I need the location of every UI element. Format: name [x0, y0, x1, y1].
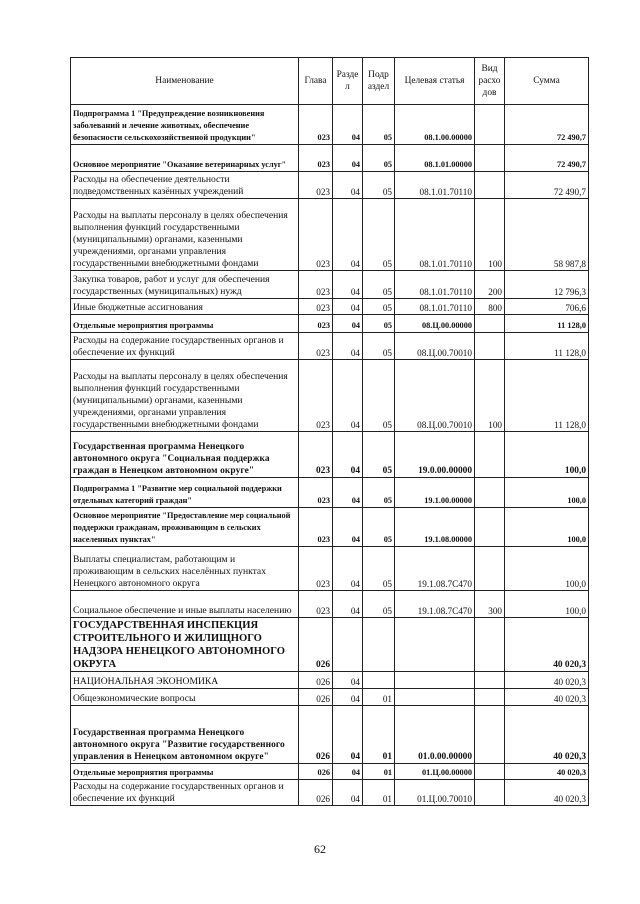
row-sum: 11 128,0 — [505, 333, 589, 360]
header-name: Наименование — [71, 58, 299, 105]
row-chapter: 023 — [299, 432, 333, 478]
table-row — [71, 432, 589, 478]
row-section: 04 — [333, 591, 363, 618]
row-name: Социальное обеспечение и иные выплаты населению — [71, 591, 299, 618]
row-chapter: 026 — [299, 706, 333, 764]
row-subsection: 05 — [363, 333, 395, 360]
row-subsection: 05 — [363, 315, 395, 333]
row-sum: 11 128,0 — [505, 315, 589, 333]
row-expense-type — [475, 547, 505, 591]
row-subsection: 05 — [363, 172, 395, 199]
table-row — [71, 764, 589, 780]
row-section: 04 — [333, 547, 363, 591]
row-subsection: 01 — [363, 780, 395, 806]
row-chapter: 026 — [299, 780, 333, 806]
row-name: Отдельные мероприятия программы — [71, 764, 299, 780]
table-row — [71, 199, 589, 271]
row-expense-type: 200 — [475, 271, 505, 299]
row-chapter: 023 — [299, 478, 333, 508]
row-section: 04 — [333, 172, 363, 199]
row-sum: 100,0 — [505, 591, 589, 618]
row-expense-type — [475, 432, 505, 478]
row-chapter: 023 — [299, 360, 333, 432]
header-section: Разде л — [333, 58, 363, 105]
row-target: 01.0.00.00000 — [395, 706, 475, 764]
row-section: 04 — [333, 764, 363, 780]
row-section: 04 — [333, 432, 363, 478]
row-name: Выплаты специалистам, работающим и проживающим в сельских населённых пунктах Ненецкого автономного округа — [71, 547, 299, 591]
row-subsection: 01 — [363, 689, 395, 706]
row-section: 04 — [333, 672, 363, 689]
row-chapter: 023 — [299, 299, 333, 315]
table-row — [71, 478, 589, 508]
row-target: 01.Ц.00.70010 — [395, 780, 475, 806]
row-name: Расходы на обеспечение деятельности подведомственных казённых учреждений — [71, 172, 299, 199]
row-name: Подпрограмма 1 "Предупреждение возникновения заболеваний и лечение животных, обеспечение безопасности сельскохозяйственной продукции" — [71, 105, 299, 145]
row-name: Расходы на выплаты персоналу в целях обеспечения выполнения функций государственными (муниципальными) органами, казенными учреждениями, органами управления государственными внебюджетными фондами — [71, 360, 299, 432]
row-section: 04 — [333, 689, 363, 706]
row-section: 04 — [333, 508, 363, 547]
row-expense-type — [475, 172, 505, 199]
row-expense-type — [475, 764, 505, 780]
row-section: 04 — [333, 315, 363, 333]
row-target: 08.Ц.00.70010 — [395, 333, 475, 360]
row-expense-type — [475, 618, 505, 672]
row-section: 04 — [333, 478, 363, 508]
row-chapter: 023 — [299, 508, 333, 547]
budget-table — [70, 57, 589, 806]
header-target: Целевая статья — [395, 58, 475, 105]
row-chapter: 023 — [299, 199, 333, 271]
row-sum: 72 490,7 — [505, 105, 589, 145]
table-row — [71, 315, 589, 333]
row-target: 08.Ц.00.00000 — [395, 315, 475, 333]
row-target: 19.1.08.7С470 — [395, 547, 475, 591]
row-name: Расходы на содержание государственных органов и обеспечение их функций — [71, 780, 299, 806]
table-row — [71, 508, 589, 547]
row-subsection — [363, 618, 395, 672]
row-chapter: 026 — [299, 618, 333, 672]
table-row — [71, 780, 589, 806]
row-sum: 100,0 — [505, 508, 589, 547]
row-target: 08.1.01.00000 — [395, 145, 475, 172]
row-name: ГОСУДАРСТВЕННАЯ ИНСПЕКЦИЯ СТРОИТЕЛЬНОГО И ЖИЛИЩНОГО НАДЗОРА НЕНЕЦКОГО АВТОНОМНОГО ОКРУГА — [71, 618, 299, 672]
row-sum: 12 796,3 — [505, 271, 589, 299]
row-section: 04 — [333, 199, 363, 271]
row-chapter: 023 — [299, 145, 333, 172]
header-subsection: Подр аздел — [363, 58, 395, 105]
row-section: 04 — [333, 360, 363, 432]
row-expense-type — [475, 145, 505, 172]
row-name: Расходы на содержание государственных органов и обеспечение их функций — [71, 333, 299, 360]
row-expense-type: 300 — [475, 591, 505, 618]
row-subsection: 05 — [363, 508, 395, 547]
row-chapter: 023 — [299, 591, 333, 618]
table-row — [71, 689, 589, 706]
row-sum: 40 020,3 — [505, 706, 589, 764]
row-expense-type — [475, 105, 505, 145]
header-expense-type: Вид расхо дов — [475, 58, 505, 105]
row-expense-type: 800 — [475, 299, 505, 315]
row-expense-type — [475, 508, 505, 547]
table-row — [71, 618, 589, 672]
row-target: 08.1.01.70110 — [395, 299, 475, 315]
row-name: НАЦИОНАЛЬНАЯ ЭКОНОМИКА — [71, 672, 299, 689]
row-expense-type: 100 — [475, 360, 505, 432]
row-chapter: 026 — [299, 689, 333, 706]
row-sum: 40 020,3 — [505, 689, 589, 706]
row-name: Отдельные мероприятия программы — [71, 315, 299, 333]
row-subsection: 01 — [363, 706, 395, 764]
row-section: 04 — [333, 333, 363, 360]
table-row — [71, 172, 589, 199]
row-expense-type — [475, 315, 505, 333]
row-subsection: 05 — [363, 591, 395, 618]
row-subsection: 05 — [363, 105, 395, 145]
row-sum: 40 020,3 — [505, 764, 589, 780]
row-section: 04 — [333, 271, 363, 299]
row-expense-type — [475, 689, 505, 706]
row-expense-type — [475, 780, 505, 806]
row-chapter: 026 — [299, 764, 333, 780]
table-row — [71, 672, 589, 689]
table-row — [71, 706, 589, 764]
row-chapter: 026 — [299, 672, 333, 689]
row-target: 19.1.00.00000 — [395, 478, 475, 508]
row-subsection: 01 — [363, 764, 395, 780]
row-expense-type — [475, 478, 505, 508]
table-row — [71, 591, 589, 618]
row-target: 08.1.00.00000 — [395, 105, 475, 145]
table-row — [71, 360, 589, 432]
row-sum: 40 020,3 — [505, 672, 589, 689]
row-name: Закупка товаров, работ и услуг для обеспечения государственных (муниципальных) нужд — [71, 271, 299, 299]
row-target: 19.0.00.00000 — [395, 432, 475, 478]
row-subsection: 05 — [363, 145, 395, 172]
row-name: Подпрограмма 1 "Развитие мер социальной поддержки отдельных категорий граждан" — [71, 478, 299, 508]
row-section: 04 — [333, 145, 363, 172]
row-name: Основное мероприятие "Оказание ветеринарных услуг" — [71, 145, 299, 172]
row-expense-type — [475, 672, 505, 689]
table-row — [71, 299, 589, 315]
row-name: Основное мероприятие "Предоставление мер социальной поддержки гражданам, проживающим в сельских населенных пунктах" — [71, 508, 299, 547]
row-sum: 58 987,8 — [505, 199, 589, 271]
row-target: 08.1.01.70110 — [395, 271, 475, 299]
row-name: Общеэкономические вопросы — [71, 689, 299, 706]
row-section: 04 — [333, 105, 363, 145]
row-sum: 706,6 — [505, 299, 589, 315]
row-sum: 100,0 — [505, 432, 589, 478]
table-row — [71, 333, 589, 360]
row-chapter: 023 — [299, 315, 333, 333]
row-target — [395, 689, 475, 706]
row-target: 08.1.01.70110 — [395, 172, 475, 199]
row-chapter: 023 — [299, 172, 333, 199]
row-name: Государственная программа Ненецкого автономного округа "Развитие государственного управления в Ненецком автономном округе" — [71, 706, 299, 764]
row-sum: 40 020,3 — [505, 780, 589, 806]
row-sum: 100,0 — [505, 547, 589, 591]
table-row — [71, 105, 589, 145]
row-subsection: 05 — [363, 432, 395, 478]
row-chapter: 023 — [299, 547, 333, 591]
page-number: 62 — [314, 842, 326, 856]
row-section — [333, 618, 363, 672]
row-subsection: 05 — [363, 199, 395, 271]
row-chapter: 023 — [299, 333, 333, 360]
row-target: 19.1.08.00000 — [395, 508, 475, 547]
table-row — [71, 271, 589, 299]
row-target: 08.Ц.00.70010 — [395, 360, 475, 432]
row-subsection: 05 — [363, 478, 395, 508]
row-expense-type: 100 — [475, 199, 505, 271]
row-chapter: 023 — [299, 271, 333, 299]
row-sum: 100,0 — [505, 478, 589, 508]
row-section: 04 — [333, 780, 363, 806]
row-target — [395, 672, 475, 689]
header-chapter: Глава — [299, 58, 333, 105]
row-expense-type — [475, 706, 505, 764]
row-expense-type — [475, 333, 505, 360]
row-sum: 11 128,0 — [505, 360, 589, 432]
row-name: Расходы на выплаты персоналу в целях обеспечения выполнения функций государственными (муниципальными) органами, казенными учреждениями, органами управления государственными внебюджетными фондами — [71, 199, 299, 271]
row-target: 08.1.01.70110 — [395, 199, 475, 271]
table-row — [71, 145, 589, 172]
row-section: 04 — [333, 706, 363, 764]
row-target: 01.Ц.00.00000 — [395, 764, 475, 780]
table-header-row — [71, 58, 589, 105]
header-sum: Сумма — [505, 58, 589, 105]
row-target — [395, 618, 475, 672]
row-subsection: 05 — [363, 547, 395, 591]
row-name: Государственная программа Ненецкого автономного округа "Социальная поддержка граждан в Ненецком автономном округе" — [71, 432, 299, 478]
row-sum: 40 020,3 — [505, 618, 589, 672]
row-sum: 72 490,7 — [505, 145, 589, 172]
row-target: 19.1.08.7С470 — [395, 591, 475, 618]
row-name: Иные бюджетные ассигнования — [71, 299, 299, 315]
row-subsection: 05 — [363, 299, 395, 315]
table-row — [71, 547, 589, 591]
row-section: 04 — [333, 299, 363, 315]
row-subsection — [363, 672, 395, 689]
row-subsection: 05 — [363, 360, 395, 432]
row-chapter: 023 — [299, 105, 333, 145]
row-subsection: 05 — [363, 271, 395, 299]
row-sum: 72 490,7 — [505, 172, 589, 199]
